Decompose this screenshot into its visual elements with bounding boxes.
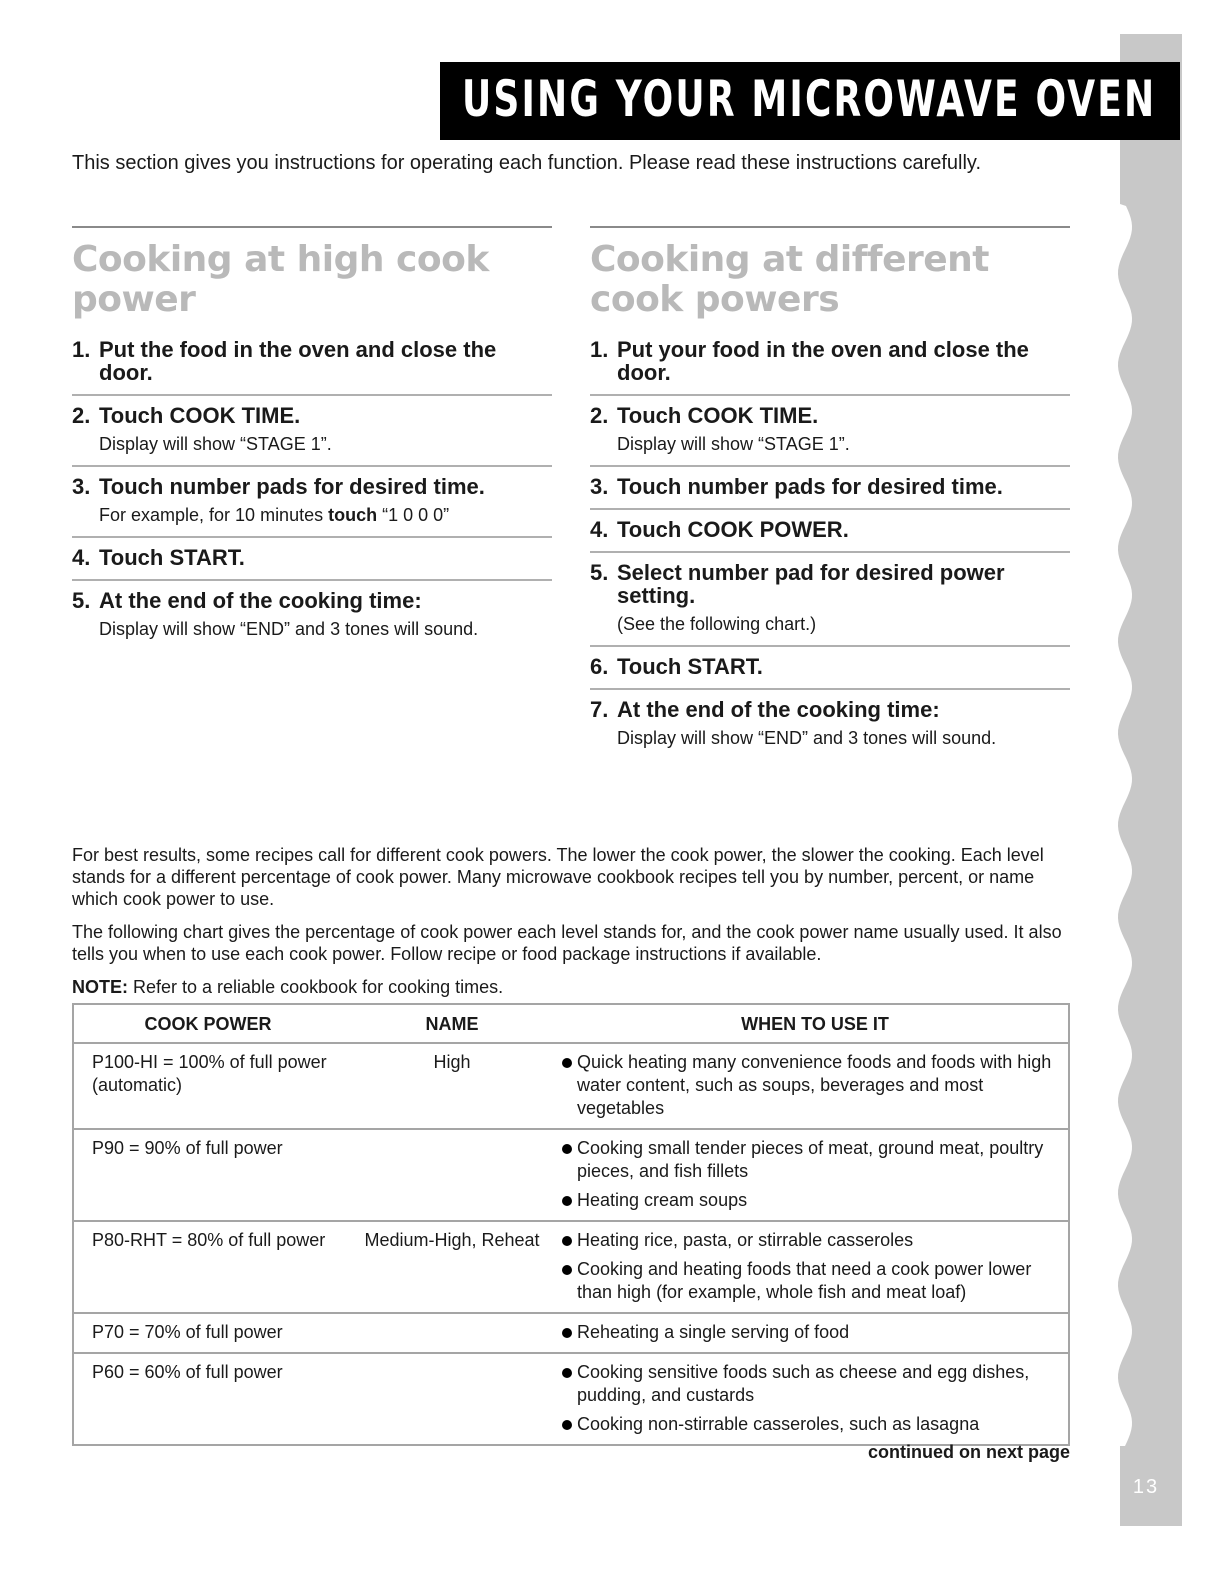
bullet-item: [562, 1413, 1062, 1436]
step-detail: [617, 613, 1070, 635]
divider: [590, 226, 1070, 228]
step-detail: [617, 433, 1070, 455]
bullet-item: [562, 1361, 1062, 1407]
table-header-row: [73, 1004, 1069, 1043]
step-heading: [590, 655, 1070, 678]
step-text: Touch COOK POWER.: [617, 517, 849, 542]
step-text: Touch START.: [99, 545, 245, 570]
step-text: Select number pad for desired power setting.: [617, 560, 1005, 608]
paragraph-chart-info: The following chart gives the percentage of cook power each level stands for, and the cook power name usually used. It also tells you when to use each cook power. Follow recipe or food package instructions if available.: [72, 922, 1062, 964]
cell-name: [342, 1313, 562, 1353]
section-heading-high: Cooking at high cook power: [72, 239, 489, 320]
step-heading: [590, 561, 1070, 607]
right-column: [590, 226, 1070, 759]
step-number: 2.: [72, 403, 91, 428]
step-item: [590, 330, 1070, 396]
cell-cook-power: P70 = 70% of full power: [73, 1313, 342, 1353]
step-detail: [99, 618, 552, 640]
cook-power-table: [72, 1003, 1070, 1446]
note-label: NOTE:: [72, 977, 128, 997]
step-heading: [590, 698, 1070, 721]
step-heading: [72, 589, 552, 612]
side-wave-strip: [1110, 34, 1182, 1526]
bullet-icon: [562, 1236, 572, 1246]
note-text: Refer to a reliable cookbook for cooking times.: [128, 977, 504, 997]
step-number: 4.: [72, 545, 91, 570]
bullet-icon: [562, 1328, 572, 1338]
bullet-icon: [562, 1196, 572, 1206]
table-row: [73, 1221, 1069, 1313]
title-bar: [440, 62, 1180, 140]
bullet-text: Cooking and heating foods that need a cook power lower than high (for example, whole fish and meat loaf): [577, 1259, 1032, 1302]
cell-cook-power: P80-RHT = 80% of full power: [73, 1221, 342, 1313]
table-body: [73, 1043, 1069, 1445]
page-number: 13: [1132, 1476, 1160, 1498]
paragraph-best-results: For best results, some recipes call for different cook powers. The lower the cook power, the slower the cooking. Each level stands for a different percentage of cook power. Many microwave cookbook recipes tell you by number, percent, or name which cook power to use.: [72, 845, 1044, 909]
step-number: 6.: [590, 654, 609, 679]
bullet-icon: [562, 1420, 572, 1430]
cell-when: [562, 1313, 1069, 1353]
bullet-item: [562, 1258, 1062, 1304]
step-item: [590, 510, 1070, 553]
cell-when: [562, 1129, 1069, 1221]
bullet-text: Cooking sensitive foods such as cheese and egg dishes, pudding, and custards: [577, 1362, 1030, 1405]
continued-note: continued on next page: [867, 1442, 1070, 1462]
bullet-text: Cooking non-stirrable casseroles, such as lasagna: [577, 1414, 980, 1434]
cell-when: [562, 1043, 1069, 1129]
cell-cook-power: P100-HI = 100% of full power (automatic): [73, 1043, 342, 1129]
table-row: [73, 1043, 1069, 1129]
bullet-item: [562, 1321, 1062, 1344]
step-number: 3.: [590, 474, 609, 499]
step-text: Put your food in the oven and close the door.: [617, 337, 1029, 385]
step-detail-bold: touch: [328, 505, 378, 525]
step-item: [590, 690, 1070, 759]
step-number: 7.: [590, 697, 609, 722]
cell-when: [562, 1221, 1069, 1313]
bullet-icon: [562, 1058, 572, 1068]
cell-name: High: [342, 1043, 562, 1129]
bullet-icon: [562, 1144, 572, 1154]
bullet-text: Heating cream soups: [577, 1190, 748, 1210]
bullet-item: [562, 1189, 1062, 1212]
step-detail-text: Display will show “STAGE 1”.: [617, 434, 850, 454]
step-number: 3.: [72, 474, 91, 499]
step-text: Put the food in the oven and close the door.: [99, 337, 497, 385]
step-item: [590, 467, 1070, 510]
step-detail: [617, 727, 1070, 749]
step-number: 2.: [590, 403, 609, 428]
step-detail: [99, 433, 552, 455]
step-detail-text: (See the following chart.): [617, 614, 817, 634]
cell-name: [342, 1353, 562, 1445]
step-text: Touch COOK TIME.: [617, 403, 819, 428]
step-item: [590, 396, 1070, 467]
step-detail-text: Display will show “END” and 3 tones will sound.: [99, 619, 479, 639]
header-cook-power: COOK POWER: [73, 1004, 342, 1043]
table-row: [73, 1129, 1069, 1221]
intro-text: This section gives you instructions for operating each function. Please read these instructions carefully.: [72, 152, 981, 174]
divider: [72, 226, 552, 228]
cell-name: Medium-High, Reheat: [342, 1221, 562, 1313]
bullet-item: [562, 1137, 1062, 1183]
step-item: [590, 553, 1070, 647]
bullet-text: Reheating a single serving of food: [577, 1322, 850, 1342]
page-title: USING YOUR MICROWAVE OVEN: [462, 70, 1157, 128]
step-item: [72, 581, 552, 650]
step-heading: [72, 404, 552, 427]
step-detail-text: Display will show “END” and 3 tones will sound.: [617, 728, 997, 748]
step-item: [72, 330, 552, 396]
step-number: 5.: [72, 588, 91, 613]
bullet-text: Quick heating many convenience foods and foods with high water content, such as soups, beverages and most vegetables: [577, 1052, 1052, 1118]
step-heading: [590, 404, 1070, 427]
note: [72, 976, 1062, 998]
step-text: Touch START.: [617, 654, 763, 679]
step-heading: [590, 518, 1070, 541]
left-column: [72, 226, 552, 650]
step-text: Touch number pads for desired time.: [617, 474, 1003, 499]
step-detail-after: “1 0 0 0”: [377, 505, 450, 525]
cell-cook-power: P60 = 60% of full power: [73, 1353, 342, 1445]
step-detail-text: For example, for 10 minutes: [99, 505, 329, 525]
step-text: Touch COOK TIME.: [99, 403, 301, 428]
step-detail-text: Display will show “STAGE 1”.: [99, 434, 332, 454]
step-item: [72, 538, 552, 581]
cell-cook-power: P90 = 90% of full power: [73, 1129, 342, 1221]
table-row: [73, 1353, 1069, 1445]
section-heading-different: Cooking at different cook powers: [590, 239, 989, 320]
bullet-text: Cooking small tender pieces of meat, ground meat, poultry pieces, and fish fillets: [577, 1138, 1044, 1181]
step-heading: [590, 475, 1070, 498]
bullet-icon: [562, 1265, 572, 1275]
step-text: At the end of the cooking time:: [617, 697, 940, 722]
step-number: 5.: [590, 560, 609, 585]
step-heading: [72, 475, 552, 498]
table-row: [73, 1313, 1069, 1353]
right-steps: [590, 330, 1070, 759]
cell-name: [342, 1129, 562, 1221]
header-when: WHEN TO USE IT: [562, 1004, 1069, 1043]
cell-when: [562, 1353, 1069, 1445]
step-heading: [72, 546, 552, 569]
bullet-icon: [562, 1368, 572, 1378]
step-heading: [72, 338, 552, 384]
step-heading: [590, 338, 1070, 384]
step-number: 4.: [590, 517, 609, 542]
step-item: [72, 467, 552, 538]
header-name: NAME: [342, 1004, 562, 1043]
step-number: 1.: [590, 337, 609, 362]
step-detail: [99, 504, 552, 526]
step-item: [590, 647, 1070, 690]
left-steps: [72, 330, 552, 650]
bullet-item: [562, 1229, 1062, 1252]
bullet-text: Heating rice, pasta, or stirrable casseroles: [577, 1230, 914, 1250]
bullet-item: [562, 1051, 1062, 1120]
step-item: [72, 396, 552, 467]
step-text: At the end of the cooking time:: [99, 588, 422, 613]
step-number: 1.: [72, 337, 91, 362]
step-text: Touch number pads for desired time.: [99, 474, 485, 499]
